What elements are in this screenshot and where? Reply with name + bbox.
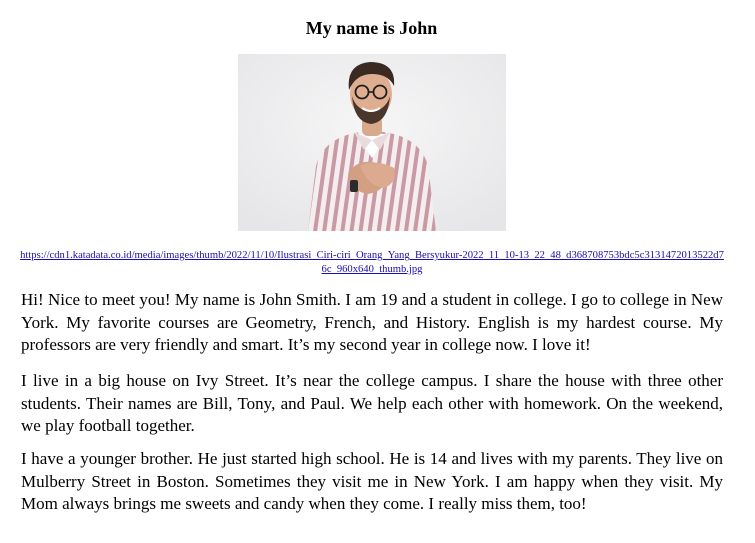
smiling-man-photo: [238, 54, 506, 231]
paragraph-intro: Hi! Nice to meet you! My name is John Smith. I am 19 and a student in college. I go to college in New York. My favorite courses are Geometry, French, and History. English is my hardest course. My professors are very friendly and smart. It’s my second year in college now. I love it!: [21, 290, 723, 354]
image-source-link[interactable]: https://cdn1.katadata.co.id/media/images/thumb/2022/11/10/Ilustrasi_Ciri-ciri_Orang_Yang_Bersyukur-2022_11_10-13_22_48_d368708753bdc5c3131472013522d76c_960x640_thumb.jpg: [20, 250, 724, 275]
photo-illustration: [238, 54, 506, 231]
paragraph-house: I live in a big house on Ivy Street. It’s near the college campus. I share the house with three other students. Their names are Bill, Tony, and Paul. We help each other with homework. On the weekend, we play football together.: [21, 371, 723, 435]
paragraph-family: I have a younger brother. He just started high school. He is 14 and lives with my parents. They live on Mulberry Street in Boston. Sometimes they visit me in New York. I am happy when they visit. My Mom always brings me sweets and candy when they come. I really miss them, too!: [21, 449, 723, 513]
page-title: My name is John: [305, 18, 438, 38]
